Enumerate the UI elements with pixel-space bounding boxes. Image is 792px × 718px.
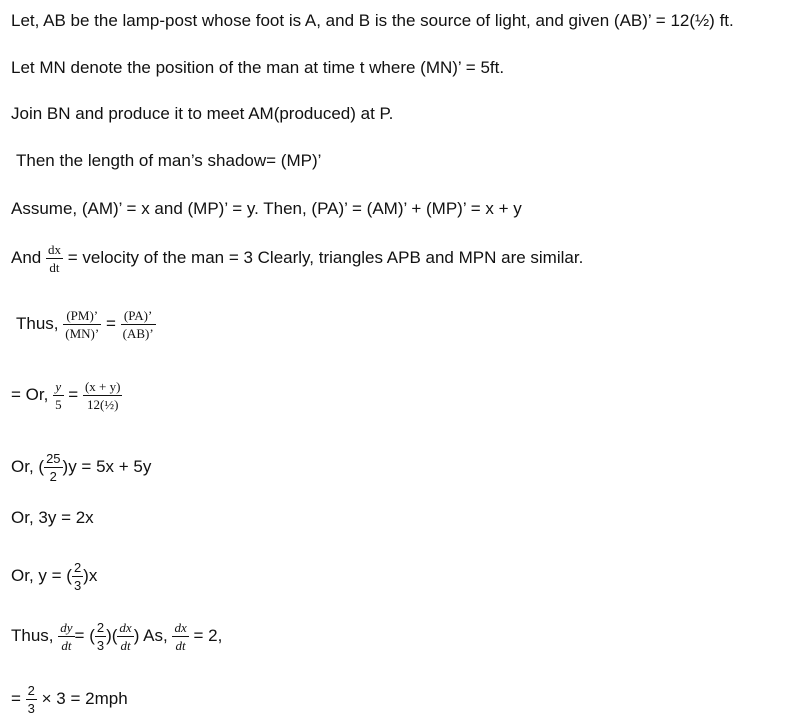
equals-open-paren: = ( (74, 625, 95, 645)
fraction-2-3 (72, 561, 83, 592)
equals-sign: = (68, 384, 79, 404)
fraction-dx-dt (172, 621, 188, 652)
equals-two: = 2, (193, 625, 223, 645)
line-given-lamp-post: Let, AB be the lamp-post whose foot is A, and B is the source of light, and given (AB)’ = 12(½) ft. (11, 11, 734, 30)
fraction-denominator: (MN)’ (65, 326, 100, 341)
fraction-numerator: 25 (46, 451, 61, 466)
line-shadow-length: Then the length of man’s shadow= (MP)’ (16, 151, 322, 170)
line-cross-multiply (11, 452, 151, 483)
fraction-y-5 (53, 380, 64, 411)
fraction-denominator: dt (61, 638, 72, 653)
fraction-2-3 (26, 684, 37, 715)
line-ratio-substituted (11, 380, 122, 411)
fraction-denominator: dt (120, 638, 131, 653)
fraction-numerator: (PM)’ (63, 309, 101, 325)
fraction-numerator: dy (60, 620, 73, 635)
line-y-two-thirds (11, 561, 97, 592)
line-3y-2x: Or, 3y = 2x (11, 508, 94, 527)
fraction-numerator: (PA)’ (121, 309, 156, 325)
line-velocity-suffix: = velocity of the man = 3 Clearly, triangles APB and MPN are similar. (67, 247, 584, 267)
paren-joiner: )( (106, 625, 118, 645)
fraction-pm-mn (63, 309, 101, 340)
as-text: ) As, (133, 625, 168, 645)
line-join-bn: Join BN and produce it to meet AM(produced) at P. (11, 104, 394, 123)
line-derivative (11, 621, 222, 652)
fraction-dx-dt (117, 621, 133, 652)
fraction-xy-ab (83, 380, 123, 411)
fraction-numerator: (x + y) (84, 379, 121, 394)
fraction-denominator: (AB)’ (122, 326, 154, 341)
equals-sign: = (105, 313, 116, 333)
line-derivative-prefix: Thus, (11, 625, 54, 645)
fraction-denominator: 3 (27, 701, 35, 716)
line-cross-multiply-prefix: Or, ( (11, 456, 45, 476)
line-ratio-prefix: = Or, (11, 384, 49, 404)
fraction-numerator: 2 (96, 620, 105, 635)
line-velocity (11, 243, 583, 274)
fraction-denominator: dt (49, 260, 60, 275)
fraction-numerator: dx (119, 620, 132, 635)
fraction-denominator: 3 (73, 578, 82, 593)
fraction-numerator: 2 (27, 683, 35, 698)
fraction-denominator: 3 (96, 638, 105, 653)
fraction-denominator: dt (175, 638, 186, 653)
fraction-numerator: dx (47, 242, 61, 257)
line-final-suffix: × 3 = 2mph (41, 688, 128, 708)
fraction-numerator: y (53, 380, 64, 396)
fraction-denominator: 2 (49, 469, 57, 484)
line-y-prefix: Or, y = ( (11, 565, 72, 585)
line-velocity-prefix: And (11, 247, 42, 267)
fraction-25-2 (44, 452, 62, 483)
line-assume: Assume, (AM)’ = x and (MP)’ = y. Then, (PA)’ = (AM)’ + (MP)’ = x + y (11, 199, 522, 218)
fraction-dy-dt (58, 621, 74, 652)
line-man-position: Let MN denote the position of the man at time t where (MN)’ = 5ft. (11, 58, 505, 77)
line-y-suffix: )x (83, 565, 98, 585)
line-final-prefix: = (11, 688, 21, 708)
line-final-answer (11, 684, 128, 715)
fraction-numerator: 2 (73, 560, 82, 575)
fraction-2-3 (95, 621, 106, 652)
fraction-pa-ab (121, 309, 156, 340)
line-cross-multiply-suffix: )y = 5x + 5y (62, 456, 152, 476)
fraction-denominator: 5 (55, 397, 62, 412)
line-similar-ratio-prefix: Thus, (16, 313, 59, 333)
fraction-numerator: dx (174, 620, 187, 635)
fraction-denominator: 12(½) (87, 397, 119, 412)
fraction-dx-dt (46, 243, 63, 274)
line-similar-ratio (16, 309, 156, 340)
